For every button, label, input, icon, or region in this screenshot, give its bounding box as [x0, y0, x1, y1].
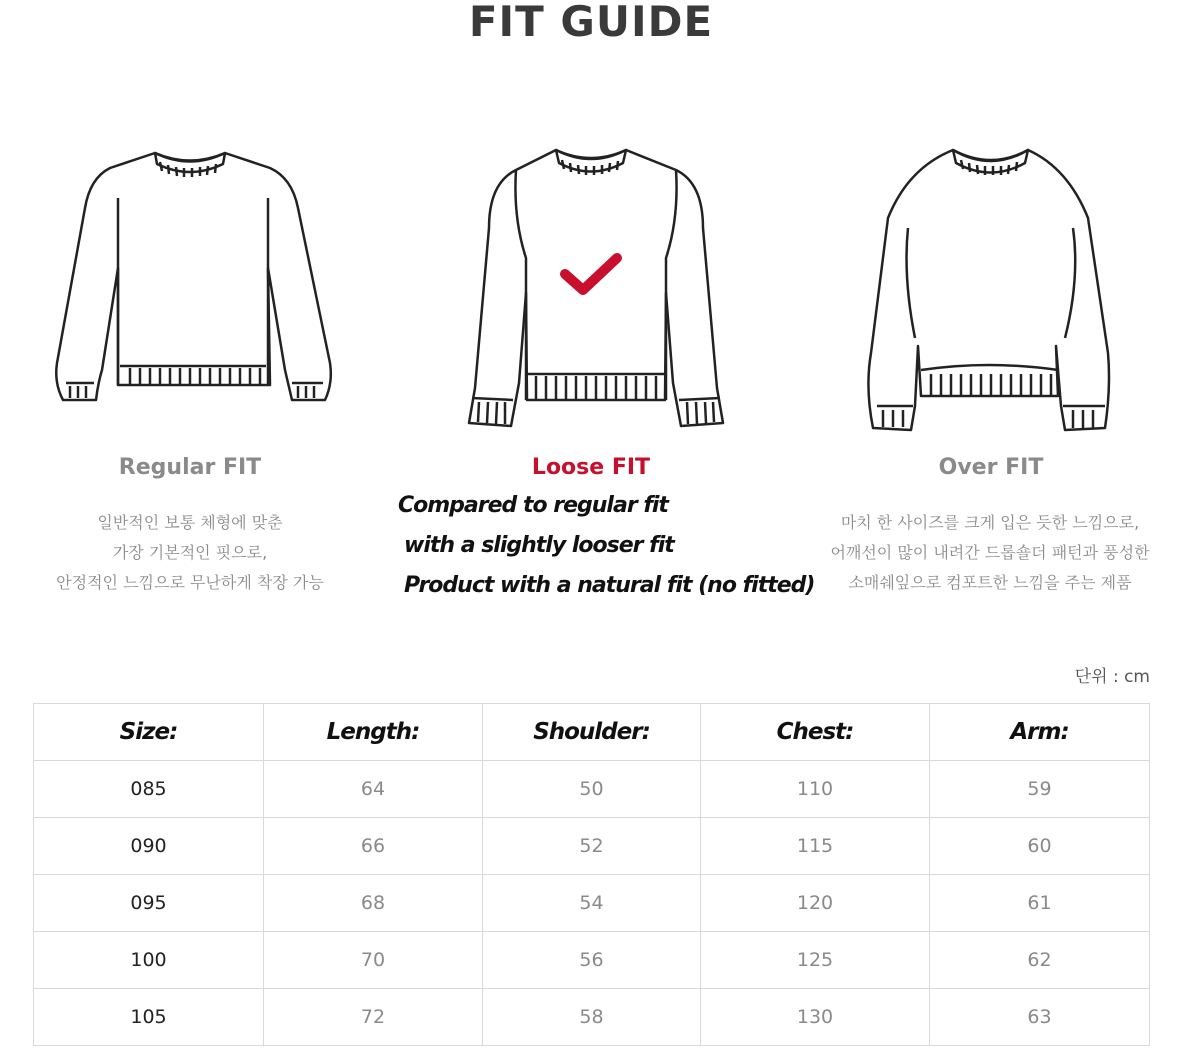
description-line: 일반적인 보통 체형에 맞춘 [97, 513, 283, 532]
cell-arm: 63 [930, 989, 1150, 1046]
cell-shoulder: 50 [483, 761, 701, 818]
header-arm: Arm: [930, 704, 1150, 761]
description-line: 소매쉐잎으로 컴포트한 느낌을 주는 제품 [848, 573, 1132, 592]
table-row [34, 989, 1150, 1046]
cell-shoulder: 54 [483, 875, 701, 932]
checkmark-icon [559, 250, 625, 300]
unit-label: 단위 : cm [1074, 667, 1150, 687]
header-length: Length: [264, 704, 483, 761]
loose-fit-sweater-illustration [441, 138, 741, 438]
cell-shoulder: 52 [483, 818, 701, 875]
description-line: 마치 한 사이즈를 크게 입은 듯한 느낌으로, [840, 513, 1140, 532]
regular-fit-label: Regular FIT [118, 455, 262, 480]
table-row [34, 818, 1150, 875]
cell-size: 085 [34, 761, 264, 818]
page-title: FIT GUIDE [468, 0, 714, 46]
table-header-row [34, 704, 1150, 761]
regular-fit-sweater-illustration [40, 138, 340, 438]
cell-chest: 130 [701, 989, 930, 1046]
cell-chest: 125 [701, 932, 930, 989]
cell-length: 66 [264, 818, 483, 875]
description-line: 가장 기본적인 핏으로, [112, 543, 268, 562]
cell-size: 105 [34, 989, 264, 1046]
table-row [34, 761, 1150, 818]
note-line: Compared to regular fit [398, 493, 668, 518]
cell-chest: 115 [701, 818, 930, 875]
cell-arm: 61 [930, 875, 1150, 932]
description-line: 어깨선이 많이 내려간 드롭숄더 패턴과 풍성한 [830, 543, 1150, 562]
cell-arm: 60 [930, 818, 1150, 875]
over-fit-description [810, 508, 1170, 598]
description-line: 안정적인 느낌으로 무난하게 착장 가능 [56, 573, 324, 592]
header-shoulder: Shoulder: [483, 704, 701, 761]
over-fit-label: Over FIT [938, 455, 1044, 480]
cell-size: 100 [34, 932, 264, 989]
cell-chest: 110 [701, 761, 930, 818]
regular-fit-description [10, 508, 370, 598]
table-row [34, 932, 1150, 989]
note-line: with a slightly looser fit [404, 533, 674, 558]
header-chest: Chest: [701, 704, 930, 761]
cell-length: 64 [264, 761, 483, 818]
header-size: Size: [34, 704, 264, 761]
cell-shoulder: 58 [483, 989, 701, 1046]
size-table [33, 703, 1150, 1046]
cell-size: 090 [34, 818, 264, 875]
table-row [34, 875, 1150, 932]
loose-fit-note [398, 486, 828, 606]
cell-chest: 120 [701, 875, 930, 932]
cell-arm: 59 [930, 761, 1150, 818]
cell-length: 68 [264, 875, 483, 932]
over-fit-sweater-illustration [843, 138, 1143, 438]
cell-arm: 62 [930, 932, 1150, 989]
cell-length: 72 [264, 989, 483, 1046]
cell-shoulder: 56 [483, 932, 701, 989]
loose-fit-label: Loose FIT [531, 455, 651, 480]
note-line: Product with a natural fit (no fitted) [404, 573, 815, 598]
cell-size: 095 [34, 875, 264, 932]
cell-length: 70 [264, 932, 483, 989]
